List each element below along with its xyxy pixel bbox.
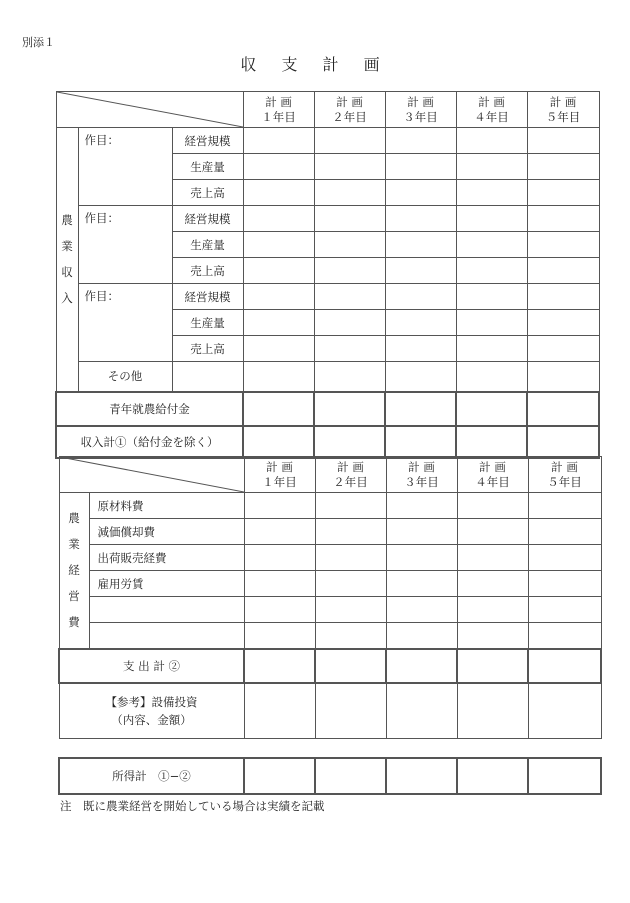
cell[interactable] xyxy=(386,545,457,571)
net-income-table xyxy=(58,757,602,795)
cell[interactable] xyxy=(386,683,457,739)
cell[interactable] xyxy=(456,232,527,258)
cell[interactable] xyxy=(457,519,528,545)
metric-scale: 経営規模 xyxy=(172,206,243,232)
cell[interactable] xyxy=(314,206,385,232)
cell[interactable] xyxy=(243,310,314,336)
cell[interactable] xyxy=(457,623,528,649)
cell[interactable] xyxy=(527,180,599,206)
expense-item: 出荷販売経費 xyxy=(89,545,244,571)
crop-2-label: 作目： xyxy=(78,206,172,284)
cell[interactable] xyxy=(315,683,386,739)
expense-total-label: 支 出 計 ② xyxy=(59,649,244,683)
cell[interactable] xyxy=(386,623,457,649)
cell[interactable] xyxy=(244,493,315,519)
cell[interactable] xyxy=(528,545,601,571)
net-income-label: 所得計 ①−② xyxy=(59,758,244,794)
cell[interactable] xyxy=(456,310,527,336)
metric-scale: 経営規模 xyxy=(172,128,243,154)
cell[interactable] xyxy=(456,258,527,284)
plan-year-5-header: 計 画 ５年目 xyxy=(527,92,599,128)
plan-year-1-header: 計 画 １年目 xyxy=(244,457,315,493)
cell[interactable] xyxy=(243,258,314,284)
plan-year-1-header: 計 画 １年目 xyxy=(243,92,314,128)
cell[interactable] xyxy=(385,426,456,458)
cell[interactable] xyxy=(528,597,601,623)
cell[interactable] xyxy=(243,180,314,206)
cell[interactable] xyxy=(528,519,601,545)
expense-group-label: 農 業 経 営 費 xyxy=(59,493,89,649)
cell[interactable] xyxy=(456,362,527,392)
cell[interactable] xyxy=(386,571,457,597)
expense-table xyxy=(58,456,602,739)
cell[interactable] xyxy=(243,336,314,362)
cell[interactable] xyxy=(243,362,314,392)
metric-sales: 売上高 xyxy=(172,180,243,206)
cell[interactable] xyxy=(315,623,386,649)
cell[interactable] xyxy=(243,128,314,154)
grant-label: 青年就農給付金 xyxy=(56,392,243,426)
cell[interactable] xyxy=(527,154,599,180)
cell[interactable] xyxy=(244,597,315,623)
cell[interactable] xyxy=(457,493,528,519)
cell[interactable] xyxy=(172,362,243,392)
cell[interactable] xyxy=(314,426,385,458)
cell[interactable] xyxy=(243,392,314,426)
cell[interactable] xyxy=(243,154,314,180)
diagonal-line xyxy=(57,92,243,127)
cell[interactable] xyxy=(315,545,386,571)
cell[interactable] xyxy=(385,154,456,180)
cell[interactable] xyxy=(528,623,601,649)
cell[interactable] xyxy=(243,206,314,232)
cell[interactable] xyxy=(457,597,528,623)
cell[interactable] xyxy=(314,232,385,258)
plan-year-4-header: 計 画 ４年目 xyxy=(457,457,528,493)
cell[interactable] xyxy=(244,519,315,545)
plan-year-5-header: 計 画 ５年目 xyxy=(528,457,601,493)
cell[interactable] xyxy=(314,154,385,180)
cell[interactable] xyxy=(528,571,601,597)
cell[interactable] xyxy=(456,154,527,180)
metric-sales: 売上高 xyxy=(172,258,243,284)
cell[interactable] xyxy=(385,206,456,232)
cell[interactable] xyxy=(456,284,527,310)
cell[interactable] xyxy=(527,336,599,362)
cell[interactable] xyxy=(244,758,315,794)
cell[interactable] xyxy=(385,362,456,392)
expense-item: 減価償却費 xyxy=(89,519,244,545)
cell[interactable] xyxy=(315,493,386,519)
plan-year-3-header: 計 画 ３年目 xyxy=(385,92,456,128)
cell[interactable] xyxy=(456,336,527,362)
cell[interactable] xyxy=(314,310,385,336)
cell[interactable] xyxy=(527,284,599,310)
cell[interactable] xyxy=(385,336,456,362)
expense-item: 原材料費 xyxy=(89,493,244,519)
cell[interactable] xyxy=(243,232,314,258)
cell[interactable] xyxy=(456,392,527,426)
cell[interactable] xyxy=(456,206,527,232)
income-table xyxy=(55,91,600,459)
cell[interactable] xyxy=(315,649,386,683)
plan-year-2-header: 計 画 ２年目 xyxy=(315,457,386,493)
cell[interactable] xyxy=(314,362,385,392)
diagonal-line xyxy=(60,457,244,492)
cell[interactable] xyxy=(315,571,386,597)
cell[interactable] xyxy=(528,649,601,683)
cell[interactable] xyxy=(457,683,528,739)
expense-item-blank[interactable] xyxy=(89,623,244,649)
cell[interactable] xyxy=(457,571,528,597)
income-total-label: 収入計①（給付金を除く） xyxy=(56,426,243,458)
metric-production: 生産量 xyxy=(172,154,243,180)
page-title: 収 支 計 画 xyxy=(240,55,390,74)
metric-scale: 経営規模 xyxy=(172,284,243,310)
cell[interactable] xyxy=(457,545,528,571)
income-group-label: 農 業 収 入 xyxy=(56,128,78,392)
metric-production: 生産量 xyxy=(172,232,243,258)
cell[interactable] xyxy=(385,284,456,310)
cell[interactable] xyxy=(386,758,457,794)
cell[interactable] xyxy=(457,758,528,794)
cell[interactable] xyxy=(244,649,315,683)
header-corner xyxy=(59,457,244,493)
cell[interactable] xyxy=(527,232,599,258)
cell[interactable] xyxy=(527,392,599,426)
cell[interactable] xyxy=(386,649,457,683)
header-corner xyxy=(56,92,243,128)
cell[interactable] xyxy=(386,519,457,545)
cell[interactable] xyxy=(457,649,528,683)
expense-item-blank[interactable] xyxy=(89,597,244,623)
cell[interactable] xyxy=(244,683,315,739)
cell[interactable] xyxy=(386,493,457,519)
metric-production: 生産量 xyxy=(172,310,243,336)
expense-item: 雇用労賃 xyxy=(89,571,244,597)
cell[interactable] xyxy=(385,258,456,284)
plan-year-3-header: 計 画 ３年目 xyxy=(386,457,457,493)
cell[interactable] xyxy=(527,258,599,284)
plan-year-2-header: 計 画 ２年目 xyxy=(314,92,385,128)
cell[interactable] xyxy=(385,128,456,154)
cell[interactable] xyxy=(385,310,456,336)
cell[interactable] xyxy=(386,597,457,623)
cell[interactable] xyxy=(243,284,314,310)
footnote: 注 既に農業経営を開始している場合は実績を記載 xyxy=(60,799,325,813)
cell[interactable] xyxy=(244,623,315,649)
cell[interactable] xyxy=(314,258,385,284)
cell[interactable] xyxy=(528,493,601,519)
cell[interactable] xyxy=(315,597,386,623)
metric-sales: 売上高 xyxy=(172,336,243,362)
attachment-label: 別添１ xyxy=(22,36,55,49)
crop-3-label: 作目： xyxy=(78,284,172,362)
cell[interactable] xyxy=(244,571,315,597)
cell[interactable] xyxy=(527,310,599,336)
cell[interactable] xyxy=(527,362,599,392)
cell[interactable] xyxy=(314,180,385,206)
cell[interactable] xyxy=(456,180,527,206)
cell[interactable] xyxy=(527,128,599,154)
cell[interactable] xyxy=(314,336,385,362)
cell[interactable] xyxy=(456,128,527,154)
cell[interactable] xyxy=(527,206,599,232)
cell[interactable] xyxy=(456,426,527,458)
cell[interactable] xyxy=(243,426,314,458)
crop-1-label: 作目： xyxy=(78,128,172,206)
cell[interactable] xyxy=(385,232,456,258)
capital-investment-label: 【参考】設備投資 （内容、金額） xyxy=(59,683,244,739)
other-income-label: その他 xyxy=(78,362,172,392)
plan-year-4-header: 計 画 ４年目 xyxy=(456,92,527,128)
cell[interactable] xyxy=(244,545,315,571)
cell[interactable] xyxy=(314,128,385,154)
cell[interactable] xyxy=(315,758,386,794)
cell[interactable] xyxy=(314,284,385,310)
cell[interactable] xyxy=(314,392,385,426)
cell[interactable] xyxy=(315,519,386,545)
cell[interactable] xyxy=(385,392,456,426)
cell[interactable] xyxy=(527,426,599,458)
cell[interactable] xyxy=(528,758,601,794)
cell[interactable] xyxy=(385,180,456,206)
cell[interactable] xyxy=(528,683,601,739)
